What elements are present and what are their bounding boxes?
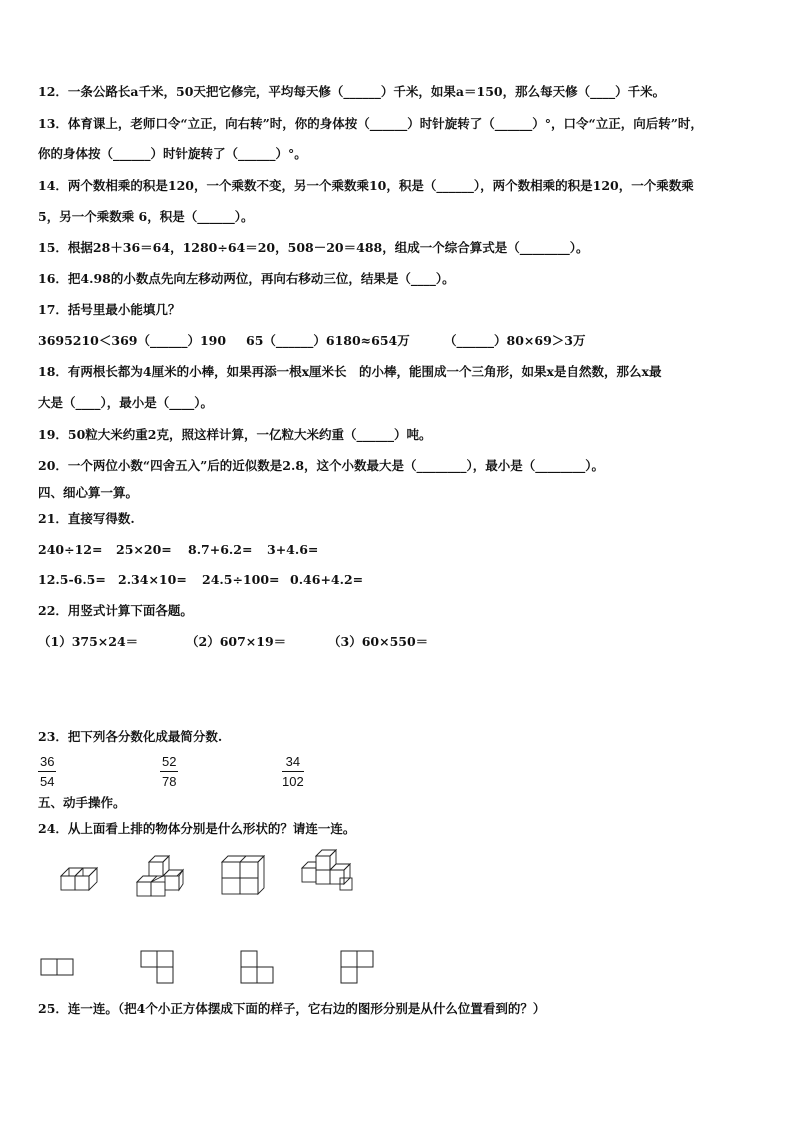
top-view-shape-3 [240, 950, 276, 986]
cube-object-4 [300, 848, 356, 900]
cube-object-2 [135, 852, 187, 902]
question-16: 16．把4.98的小数点先向左移动两位，再向右移动三位，结果是（____）。 [38, 271, 455, 286]
top-view-shape-2 [140, 950, 176, 986]
cube-object-3 [220, 852, 268, 902]
question-14-line2: 5，另一个乘数乘 6，积是（______）。 [38, 209, 254, 224]
question-17-item: 3695210＜369（______）190 [38, 333, 227, 348]
calc-item: 25×20= [116, 542, 172, 557]
fraction [160, 752, 178, 791]
question-17: 17．括号里最小能填几？ [38, 302, 181, 317]
calc-item: 3+4.6= [267, 542, 319, 557]
question-23: 23．把下列各分数化成最简分数. [38, 729, 223, 744]
fraction-denominator: 78 [162, 774, 177, 789]
vertical-calc-item: （3）60×550＝ [328, 634, 429, 649]
calc-item: 24.5÷100= [202, 572, 280, 587]
top-view-shape-1 [40, 958, 76, 976]
question-17-item: 65（______）6180≈654万 [246, 333, 410, 348]
question-12: 12．一条公路长a千米，50天把它修完，平均每天修（______）千米，如果a＝150，那么每天修（____）千米。 [38, 84, 666, 99]
question-15: 15．根据28＋36＝64，1280÷64＝20，508－20＝488，组成一个综合算式是（________）。 [38, 240, 589, 255]
question-22: 22．用竖式计算下面各题。 [38, 603, 193, 618]
top-view-shape-4 [340, 950, 376, 986]
question-17-item: （______）80×69＞3万 [444, 333, 586, 348]
calc-item: 0.46+4.2= [290, 572, 364, 587]
question-25: 25．连一连。（把4个小正方体摆成下面的样子，它右边的图形分别是从什么位置看到的？） [38, 1001, 546, 1016]
fraction-denominator: 54 [40, 774, 55, 789]
cube-object-1 [56, 860, 106, 900]
question-21: 21．直接写得数. [38, 511, 135, 526]
vertical-calc-item: （1）375×24＝ [38, 634, 139, 649]
calc-item: 2.34×10= [118, 572, 187, 587]
question-19: 19．50粒大米约重2克，照这样计算，一亿粒大米约重（______）吨。 [38, 427, 432, 442]
section-4-heading: 四、细心算一算。 [38, 485, 139, 500]
question-20: 20．一个两位小数“四舍五入”后的近似数是2.8，这个小数最大是（________），最小是（________）。 [38, 458, 605, 473]
fraction [38, 752, 56, 791]
question-24: 24．从上面看上排的物体分别是什么形状的？请连一连。 [38, 821, 356, 836]
fraction-denominator: 102 [282, 774, 304, 789]
fraction-numerator: 52 [160, 752, 178, 772]
fraction-numerator: 34 [282, 752, 304, 772]
fraction-numerator: 36 [38, 752, 56, 772]
fraction [282, 752, 304, 791]
calc-item: 8.7+6.2= [188, 542, 253, 557]
question-13-line1: 13．体育课上，老师口令“立正，向右转”时，你的身体按（______）时针旋转了（______）°，口令“立正，向后转”时， [38, 116, 703, 131]
calc-item: 12.5-6.5= [38, 572, 106, 587]
question-14-line1: 14．两个数相乘的积是120，一个乘数不变，另一个乘数乘10，积是（______），两个数相乘的积是120，一个乘数乘 [38, 178, 694, 193]
calc-item: 240÷12= [38, 542, 103, 557]
question-18-line1: 18．有两根长都为4厘米的小棒，如果再添一根x厘米长 的小棒，能围成一个三角形，如果x是自然数，那么x最 [38, 364, 662, 379]
vertical-calc-item: （2）607×19＝ [186, 634, 287, 649]
question-13-line2: 你的身体按（______）时针旋转了（______）°。 [38, 146, 307, 161]
section-5-heading: 五、动手操作。 [38, 795, 126, 810]
question-18-line2: 大是（____），最小是（____）。 [38, 395, 214, 410]
